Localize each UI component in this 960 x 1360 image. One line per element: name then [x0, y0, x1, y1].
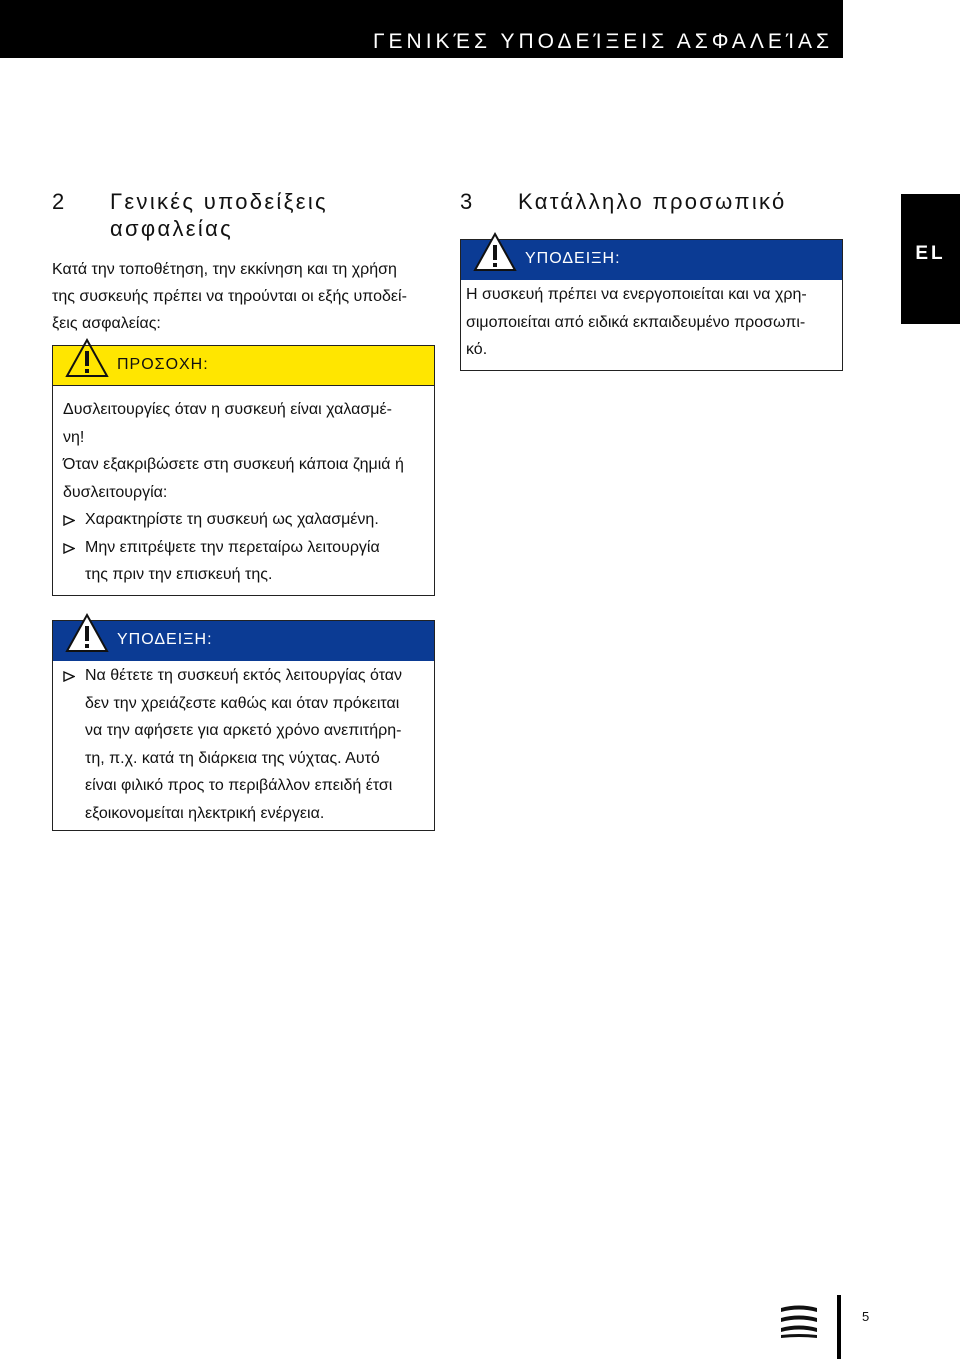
caution-box-header — [53, 346, 434, 386]
note-text-line: κό. — [466, 341, 488, 358]
caution-text-line: Δυσλειτουργίες όταν η συσκευή είναι χαλασμέ- — [63, 401, 392, 418]
page-number: 5 — [862, 1309, 870, 1324]
brand-logo-icon — [778, 1302, 820, 1340]
note-bullet-text: εξοικονομείται ηλεκτρική ενέργεια. — [85, 804, 325, 822]
caution-bullet-text: Χαρακτηρίστε τη συσκευή ως χαλασμένη. — [85, 511, 379, 528]
section-3-title: Κατάλληλο προσωπικό — [518, 189, 787, 214]
section-2-title-line1: Γενικές υποδείξεις — [110, 189, 328, 214]
note-label: ΥΠΟΔΕΙΞΗ: — [117, 631, 213, 648]
warning-triangle-icon — [473, 231, 517, 273]
note-bullet — [63, 662, 424, 827]
bullet-triangle-icon — [63, 671, 75, 682]
section-3-number: 3 — [460, 189, 473, 214]
note-box-header — [461, 240, 842, 280]
note-label: ΥΠΟΔΕΙΞΗ: — [525, 250, 621, 267]
caution-bullet-text: Μην επιτρέψετε την περεταίρω λειτουργία — [85, 538, 380, 556]
intro-line: της συσκευής πρέπει να τηρούνται οι εξής υποδεί- — [52, 288, 407, 305]
caution-box-body — [53, 386, 434, 595]
note-bullet-text: να την αφήσετε για αρκετό χρόνο ανεπιτήρη- — [85, 722, 402, 739]
footer-divider — [837, 1295, 841, 1359]
bullet-triangle-icon — [63, 515, 75, 526]
section-3-heading — [460, 188, 880, 215]
section-2-heading — [52, 188, 412, 242]
caution-text-line: δυσλειτουργία: — [63, 483, 168, 501]
note-bullet-text: Να θέτετε τη συσκευή εκτός λειτουργίας όταν — [85, 667, 403, 684]
caution-box — [52, 345, 435, 596]
caution-text-line: Όταν εξακριβώσετε στη συσκευή κάποια ζημιά ή — [63, 456, 404, 473]
caution-bullet — [63, 506, 424, 534]
intro-line: Κατά την τοποθέτηση, την εκκίνηση και τη χρήση — [52, 261, 397, 278]
caution-bullet-text: της πριν την επισκευή της. — [85, 566, 273, 583]
warning-triangle-icon — [65, 612, 109, 654]
language-tab: EL — [901, 194, 960, 324]
note-bullet-text: είναι φιλικό προς το περιβάλλον επειδή έτσι — [85, 777, 393, 794]
note-bullet-text: δεν την χρειάζεστε καθώς και όταν πρόκειται — [85, 694, 400, 712]
page-header — [0, 0, 843, 58]
caution-text-line: νη! — [63, 428, 85, 446]
header-title: ΓΕΝΙΚΈΣ ΥΠΟΔΕΊΞΕΙΣ ΑΣΦΑΛΕΊΑΣ — [372, 30, 833, 53]
note-box-body — [53, 661, 434, 833]
intro-line: ξεις ασφαλείας: — [52, 315, 161, 332]
caution-bullet — [63, 534, 424, 589]
note-text-line: Η συσκευή πρέπει να ενεργοποιείται και να χρη- — [466, 286, 807, 303]
caution-label: ΠΡΟΣΟΧΗ: — [117, 356, 209, 373]
note-box-energy — [52, 620, 435, 831]
note-box-personnel — [460, 239, 843, 371]
note-text-line: σιμοποιείται από ειδικά εκπαιδευμένο προσωπι- — [466, 313, 806, 331]
section-2-number: 2 — [52, 189, 65, 214]
note-bullet-text: τη, π.χ. κατά τη διάρκεια της νύχτας. Αυτό — [85, 749, 380, 767]
note-box-body — [461, 280, 842, 370]
section-2-title-line2: ασφαλείας — [110, 216, 233, 241]
note-box-header — [53, 621, 434, 661]
bullet-triangle-icon — [63, 543, 75, 554]
section-2-intro — [52, 256, 442, 337]
warning-triangle-icon — [65, 337, 109, 379]
